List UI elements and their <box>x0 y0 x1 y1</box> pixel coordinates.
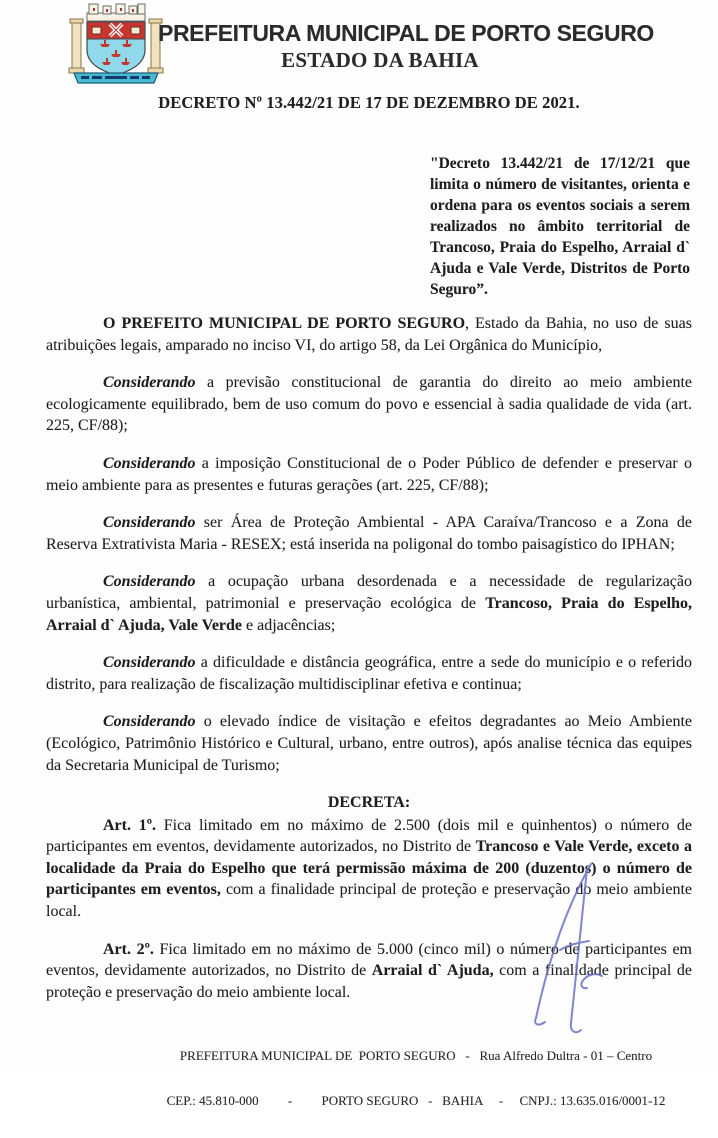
page-footer <box>114 1018 718 1138</box>
body-paragraph: Considerando a ocupação urbana desordenada e a necessidade de regularização urbanística, ambiental, patrimonial e preservação ecológica de Trancoso, Praia do Espelho, Arraial d` Ajuda, Vale Verde e adjacências; <box>46 573 692 634</box>
org-name: PREFEITURA MUNICIPAL DE PORTO SEGURO <box>158 20 654 46</box>
body-paragraph: Considerando a previsão constitucional de garantia do direito ao meio ambiente ecologicamente equilibrado, bem de uso comum do povo e essencial à sadia qualidade de vida (art. 225, CF/88); <box>46 374 692 435</box>
left-column-icon <box>69 19 84 73</box>
letterhead <box>158 20 654 73</box>
epigraph: "Decreto 13.442/21 de 17/12/21 que limita o número de visitantes, orienta e ordena para os eventos sociais a serem realizados no âmbito territorial de Trancoso, Praia do Espelho, Arraial d` Ajuda e Vale Verde, Distritos de Porto Seguro”. <box>430 155 690 298</box>
decreta-heading: DECRETA: <box>327 794 411 812</box>
decree-title: DECRETO Nº 13.442/21 DE 17 DE DEZEMBRO DE 2021. <box>158 93 580 112</box>
body-paragraph: O PREFEITO MUNICIPAL DE PORTO SEGURO, Estado da Bahia, no uso de suas atribuições legais, amparado no inciso VI, do artigo 58, da Lei Orgânica do Município, <box>46 315 692 354</box>
footer-address-line2: CEP.: 45.810-000 - PORTO SEGURO - BAHIA - CNPJ.: 13.635.016/0001-12 <box>166 1093 666 1108</box>
body-paragraph: Considerando a imposição Constitucional de o Poder Público de defender e preservar o meio ambiente para as presentes e futuras gerações (art. 225, CF/88); <box>46 454 692 494</box>
footer-address-line1: PREFEITURA MUNICIPAL DE PORTO SEGURO - Rua Alfredo Dultra - 01 – Centro <box>179 1048 653 1063</box>
crown-icon <box>87 4 145 21</box>
body-paragraph: Considerando a dificuldade e distância geográfica, entre a sede do município e o referido distrito, para realização de fiscalização multidisciplinar efetiva e continua; <box>46 654 692 693</box>
motto-banner-icon <box>74 73 158 83</box>
body-paragraph: Art. 2º. Fica limitado em no máximo de 5.000 (cinco mil) o número de participantes em eventos, devidamente autorizados, no Distrito de Arraial d` Ajuda, com a finalidade principal de proteção e preservação do meio ambiente local. <box>46 940 693 1001</box>
decree-body <box>46 313 692 1019</box>
body-paragraph: Art. 1º. Fica limitado em no máximo de 2.500 (dois mil e quinhentos) o número de participantes em eventos, devidamente autorizados, no Distrito de Trancoso e Vale Verde, exceto a localidade da Praia do Espelho que terá permissão máxima de 200 (duzentos) o número de participantes em eventos, com a finalidade principal de proteção e preservação do meio ambiente local. <box>46 816 693 921</box>
body-paragraph: Considerando o elevado índice de visitação e efeitos degradantes ao Meio Ambiente (Ecológico, Patrimônio Histórico e Cultural, urbano, entre outros), após analise técnica das equipes da Secretaria Municipal de Turismo; <box>46 713 692 774</box>
shield-icon <box>87 22 145 75</box>
coat-of-arms-logo <box>66 2 166 86</box>
org-state: ESTADO DA BAHIA <box>281 48 479 72</box>
body-paragraph: Considerando ser Área de Proteção Ambiental - APA Caraíva/Trancoso e a Zona de Reserva Extrativista Maria - RESEX; está inserida na poligonal do tombo paisagístico do IPHAN; <box>46 514 692 553</box>
